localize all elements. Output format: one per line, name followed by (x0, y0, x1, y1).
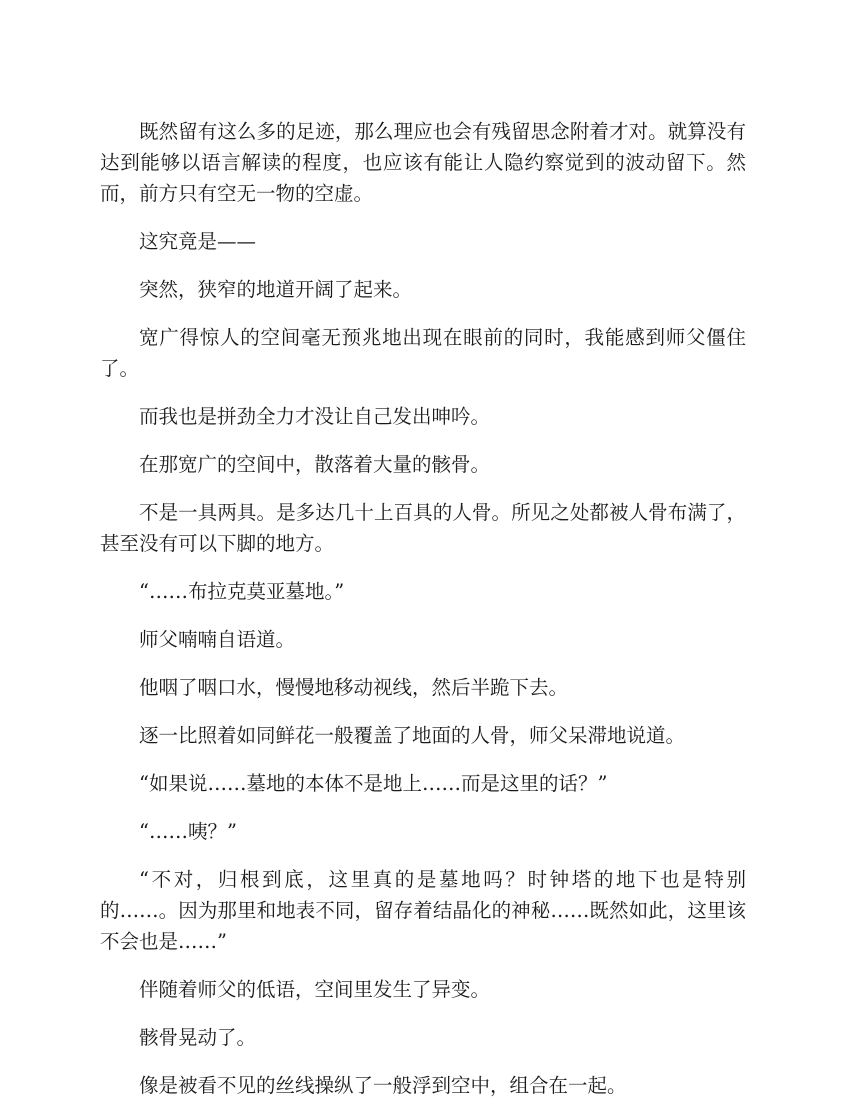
paragraph: 骸骨晃动了。 (139, 1026, 257, 1049)
paragraph: “……咦？” (139, 820, 237, 843)
paragraph: 像是被看不见的丝线操纵了一般浮到空中，组合在一起。 (139, 1074, 627, 1097)
paragraph: “……布拉克莫亚墓地。” (139, 580, 345, 603)
paragraph: 伴随着师父的低语，空间里发生了异变。 (139, 978, 491, 1001)
paragraph: 他咽了咽口水，慢慢地移动视线，然后半跪下去。 (139, 676, 569, 699)
paragraph: 逐一比照着如同鲜花一般覆盖了地面的人骨，师父呆滞地说道。 (139, 724, 686, 747)
paragraph: 这究竟是—— (139, 230, 257, 253)
paragraph: 突然，狭窄的地道开阔了起来。 (139, 278, 413, 301)
paragraph: 宽广得惊人的空间毫无预兆地出现在眼前的同时，我能感到师父僵住了。 (100, 326, 746, 380)
paragraph: 而我也是拼劲全力才没让自己发出呻吟。 (139, 405, 491, 428)
paragraph: “如果说……墓地的本体不是地上……而是这里的话？” (139, 772, 608, 795)
paragraph: 师父喃喃自语道。 (139, 628, 296, 651)
paragraph: 在那宽广的空间中，散落着大量的骸骨。 (139, 453, 491, 476)
paragraph: 不是一具两具。是多达几十上百具的人骨。所见之处都被人骨布满了，甚至没有可以下脚的地方。 (100, 501, 746, 555)
document-body (100, 116, 746, 1118)
paragraph: 既然留有这么多的足迹，那么理应也会有残留思念附着才对。就算没有达到能够以语言解读的程度，也应该有能让人隐约察觉到的波动留下。然而，前方只有空无一物的空虚。 (100, 120, 746, 205)
paragraph: “不对，归根到底，这里真的是墓地吗？时钟塔的地下也是特别的……。因为那里和地表不同，留存着结晶化的神秘……既然如此，这里该不会也是……” (100, 868, 746, 953)
